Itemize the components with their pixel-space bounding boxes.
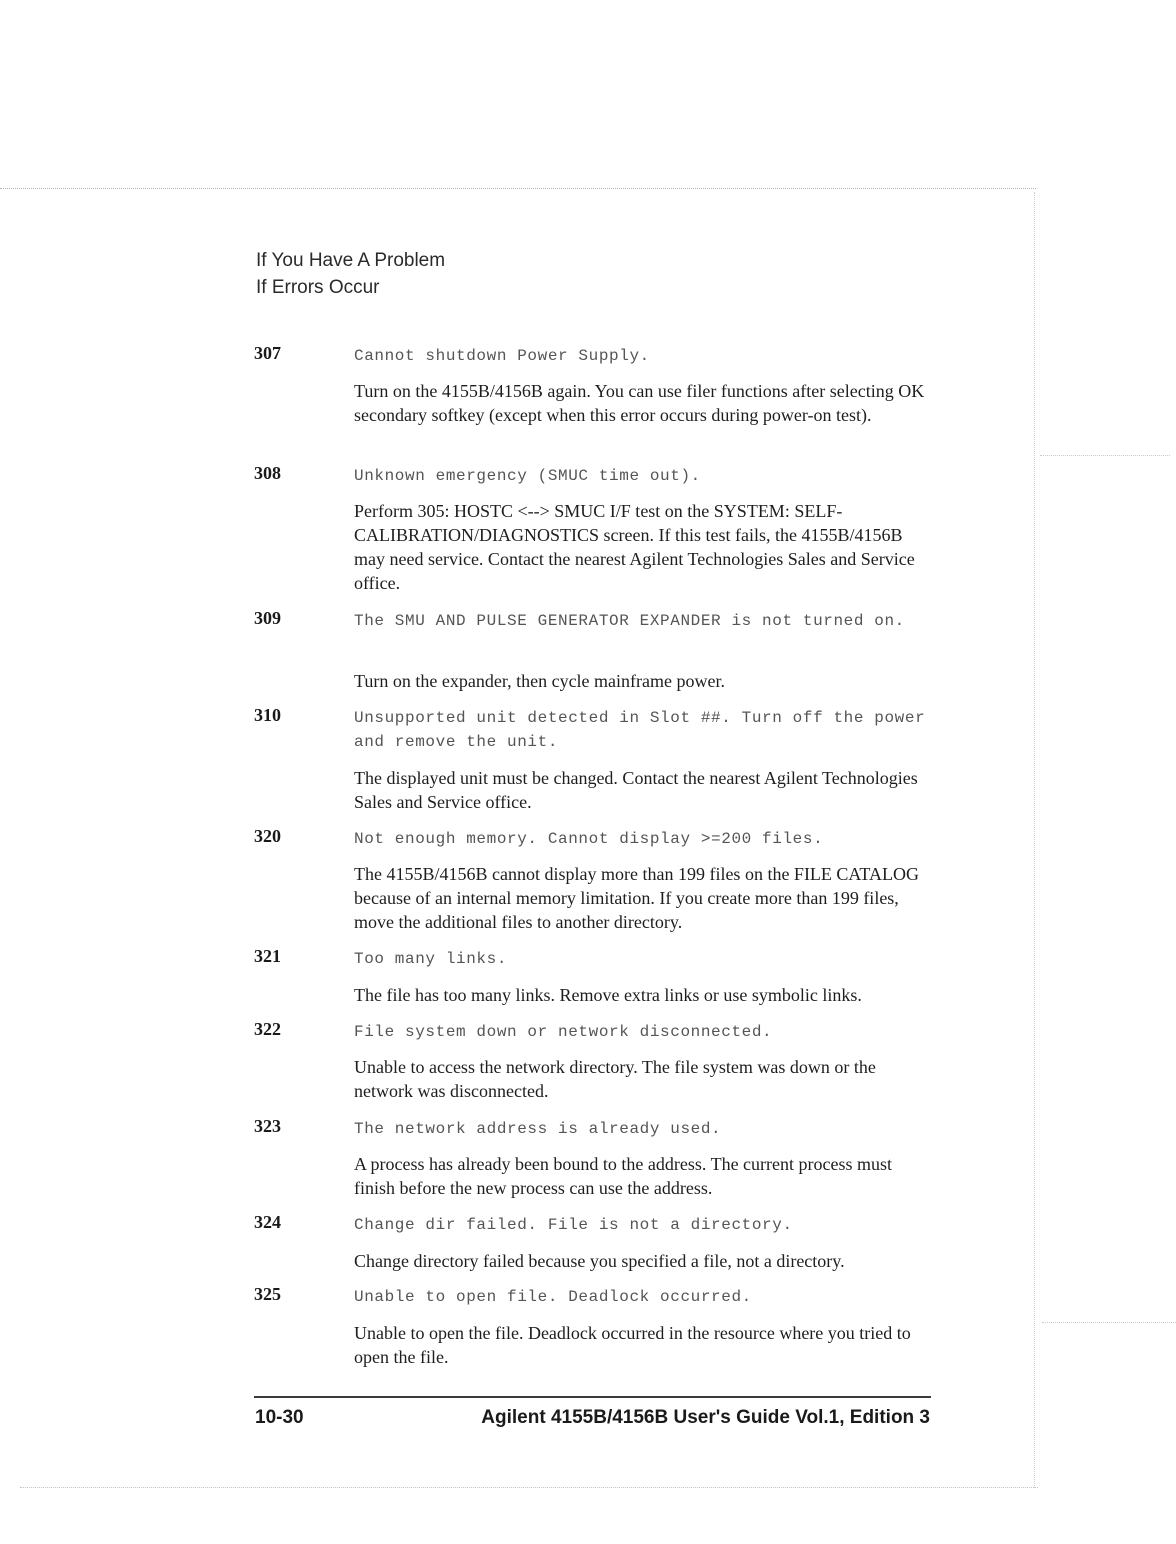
- error-code: 320: [254, 826, 281, 846]
- error-code: 307: [254, 343, 281, 363]
- error-code: 308: [254, 463, 281, 483]
- error-message: The network address is already used.: [354, 1120, 722, 1138]
- book-title: Agilent 4155B/4156B User's Guide Vol.1, Edition 3: [481, 1407, 930, 1428]
- error-description: Turn on the 4155B/4156B again. You can use filer functions after selecting OK secondary softkey (except when this error occurs during power-on test).: [354, 381, 925, 425]
- error-code: 325: [254, 1284, 281, 1304]
- error-description: The file has too many links. Remove extra links or use symbolic links.: [354, 985, 862, 1005]
- subsection-title: If Errors Occur: [256, 277, 380, 298]
- error-message: File system down or network disconnected.: [354, 1023, 773, 1041]
- error-message: Too many links.: [354, 950, 508, 968]
- error-description: A process has already been bound to the address. The current process must finish before the new process can use the address.: [354, 1154, 893, 1198]
- scan-edge-bottom: [20, 1487, 1038, 1488]
- error-description: Unable to access the network directory. The file system was down or the network was disconnected.: [354, 1057, 876, 1101]
- error-description: Change directory failed because you specified a file, not a directory.: [354, 1251, 845, 1271]
- error-message: Change dir failed. File is not a directory.: [354, 1216, 793, 1234]
- running-header: [256, 247, 445, 301]
- error-message: Unsupported unit detected in Slot ##. Turn off the power and remove the unit.: [354, 709, 926, 751]
- error-code: 309: [254, 608, 281, 628]
- error-message: The SMU AND PULSE GENERATOR EXPANDER is not turned on.: [354, 612, 905, 630]
- error-message: Not enough memory. Cannot display >=200 files.: [354, 830, 824, 848]
- footer-rule: [254, 1396, 931, 1398]
- scan-mark: [1040, 455, 1170, 456]
- scan-mark: [1042, 1322, 1176, 1323]
- error-code: 310: [254, 705, 281, 725]
- scan-edge-top: [0, 188, 1036, 189]
- error-description: The displayed unit must be changed. Contact the nearest Agilent Technologies Sales and Service office.: [354, 768, 918, 812]
- error-code: 321: [254, 946, 281, 966]
- error-code: 324: [254, 1212, 281, 1232]
- error-description: Perform 305: HOSTC <--> SMUC I/F test on the SYSTEM: SELF-CALIBRATION/DIAGNOSTICS screen. If this test fails, the 4155B/4156B may need service. Contact the nearest Agilent Technologies Sales and Service office.: [354, 501, 915, 593]
- page-number: 10-30: [255, 1407, 304, 1428]
- error-message: Unknown emergency (SMUC time out).: [354, 467, 701, 485]
- error-description: Turn on the expander, then cycle mainframe power.: [354, 671, 725, 691]
- error-message: Unable to open file. Deadlock occurred.: [354, 1288, 752, 1306]
- scan-edge-right: [1034, 192, 1035, 1488]
- error-description: Unable to open the file. Deadlock occurred in the resource where you tried to open the file.: [354, 1323, 911, 1367]
- error-description: The 4155B/4156B cannot display more than 199 files on the FILE CATALOG because of an internal memory limitation. If you create more than 199 files, move the additional files to another directory.: [354, 864, 919, 932]
- error-message: Cannot shutdown Power Supply.: [354, 347, 650, 365]
- section-title: If You Have A Problem: [256, 250, 446, 271]
- error-code: 323: [254, 1116, 281, 1136]
- error-code: 322: [254, 1019, 281, 1039]
